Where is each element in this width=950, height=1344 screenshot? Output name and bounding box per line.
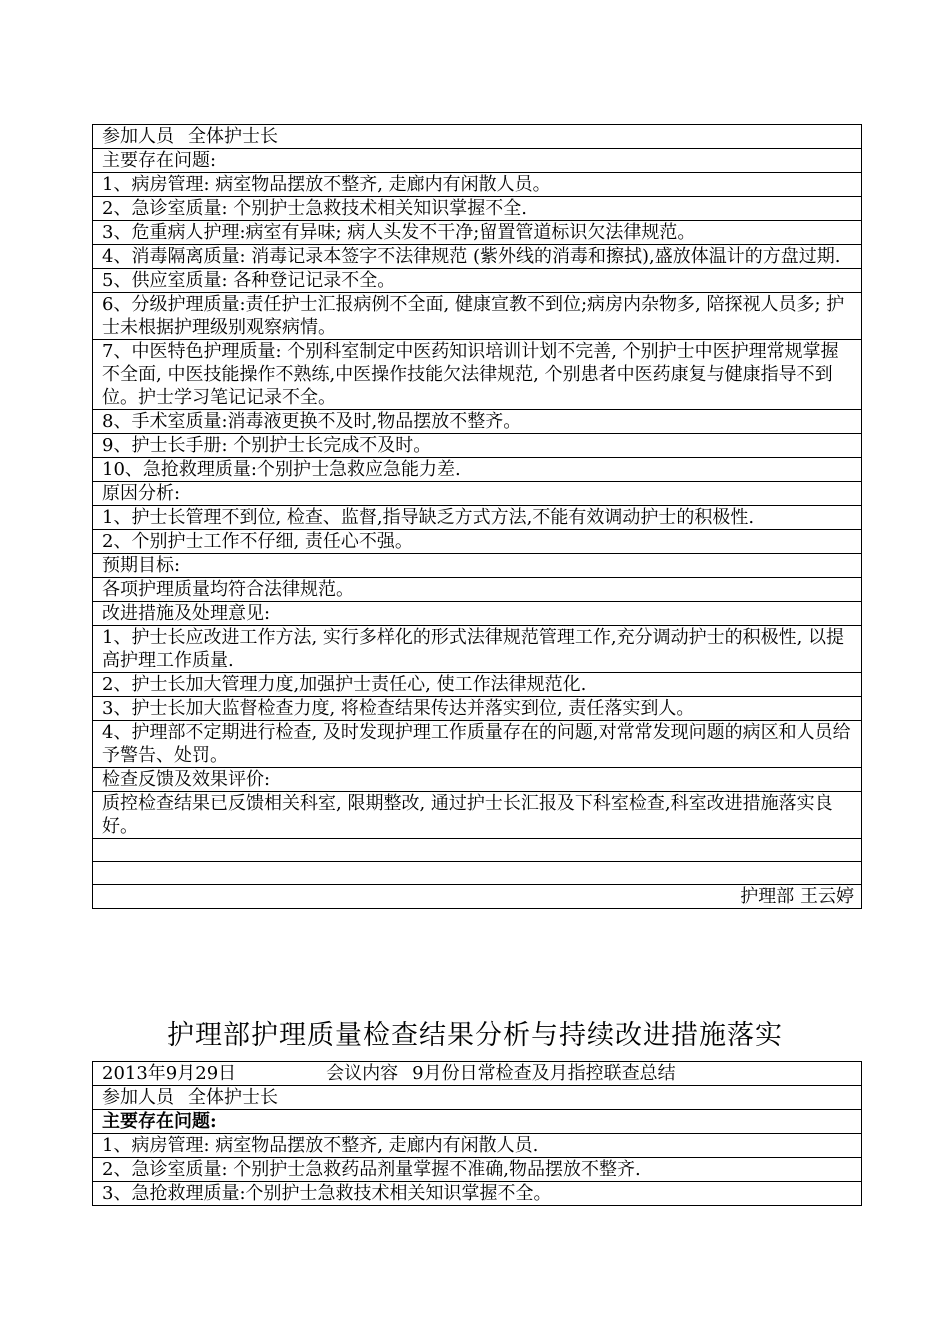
issue-item: 2、急诊室质量: 个别护士急救技术相关知识掌握不全. — [93, 197, 862, 221]
table-row — [93, 293, 862, 340]
table-row — [93, 792, 862, 839]
issue-item: 9、护士长手册: 个别护士长完成不及时。 — [93, 434, 862, 458]
issue-item: 10、急抢救理质量:个别护士急救应急能力差. — [93, 458, 862, 482]
table-row — [93, 506, 862, 530]
issue-item: 1、病房管理: 病室物品摆放不整齐, 走廊内有闲散人员。 — [93, 173, 862, 197]
table-row — [93, 340, 862, 410]
attendees-label: 参加人员 — [102, 126, 174, 147]
signature: 护理部 王云婷 — [93, 885, 862, 909]
table-row — [93, 269, 862, 293]
section-heading-measures: 改进措施及处理意见: — [93, 602, 862, 626]
measure-item: 4、护理部不定期进行检查, 及时发现护理工作质量存在的问题,对常常发现问题的病区和人员给予警告、处罚。 — [93, 721, 862, 768]
section-heading-goal: 预期目标: — [93, 554, 862, 578]
table-row — [93, 410, 862, 434]
meeting-content-label: 会议内容 — [326, 1063, 399, 1084]
table-row — [93, 1134, 862, 1158]
issue-item: 2、急诊室质量: 个别护士急救药品剂量掌握不准确,物品摆放不整齐. — [93, 1158, 862, 1182]
issue-item: 1、病房管理: 病室物品摆放不整齐, 走廊内有闲散人员. — [93, 1134, 862, 1158]
meeting-record-table-2 — [92, 1061, 862, 1206]
attendees-label: 参加人员 — [102, 1087, 174, 1108]
issue-item: 3、危重病人护理:病室有异味; 病人头发不干净;留置管道标识欠法律规范。 — [93, 221, 862, 245]
table-row — [93, 1182, 862, 1206]
table-row — [93, 173, 862, 197]
table-row — [93, 197, 862, 221]
attendees-row — [93, 1086, 862, 1110]
meeting-content-value: 9月份日常检查及月指控联查总结 — [412, 1063, 676, 1084]
section-heading-issues: 主要存在问题: — [93, 149, 862, 173]
meeting-info-row — [93, 1062, 862, 1086]
attendees-value: 全体护士长 — [188, 126, 278, 147]
issue-item: 8、手术室质量:消毒液更换不及时,物品摆放不整齐。 — [93, 410, 862, 434]
cause-item: 1、护士长管理不到位, 检查、监督,指导缺乏方式方法,不能有效调动护士的积极性. — [93, 506, 862, 530]
issue-item: 7、中医特色护理质量: 个别科室制定中医药知识培训计划不完善, 个别护士中医护理常规掌握不全面, 中医技能操作不熟练,中医操作技能欠法律规范, 个别患者中医药康复与健康指导不到位。护士学习笔记记录不全。 — [93, 340, 862, 410]
table-row — [93, 697, 862, 721]
section-heading-issues: 主要存在问题: — [93, 1110, 862, 1134]
table-row — [93, 434, 862, 458]
table-row — [93, 1110, 862, 1134]
table-row — [93, 721, 862, 768]
table-row — [93, 149, 862, 173]
attendees-cell — [93, 1086, 862, 1110]
issue-item: 5、供应室质量: 各种登记记录不全。 — [93, 269, 862, 293]
attendees-cell — [93, 125, 862, 149]
cause-item: 2、个别护士工作不仔细, 责任心不强。 — [93, 530, 862, 554]
measure-item: 1、护士长应改进工作方法, 实行多样化的形式法律规范管理工作,充分调动护士的积极性, 以提高护理工作质量. — [93, 626, 862, 673]
table-row — [93, 768, 862, 792]
table-row — [93, 530, 862, 554]
measure-item: 2、护士长加大管理力度,加强护士责任心, 使工作法律规范化. — [93, 673, 862, 697]
meeting-info-cell — [93, 1062, 862, 1086]
table-row — [93, 626, 862, 673]
page-title: 护理部护理质量检查结果分析与持续改进措施落实 — [167, 1020, 783, 1051]
section-heading-feedback: 检查反馈及效果评价: — [93, 768, 862, 792]
empty-cell — [93, 839, 862, 862]
measure-item: 3、护士长加大监督检查力度, 将检查结果传达并落实到位, 责任落实到人。 — [93, 697, 862, 721]
empty-cell — [93, 862, 862, 885]
issue-item: 6、分级护理质量:责任护士汇报病例不全面, 健康宣教不到位;病房内杂物多, 陪探视人员多; 护士未根据护理级别观察病情。 — [93, 293, 862, 340]
table-row — [93, 245, 862, 269]
empty-row — [93, 839, 862, 862]
table-row — [93, 458, 862, 482]
issue-item: 3、急抢救理质量:个别护士急救技术相关知识掌握不全。 — [93, 1182, 862, 1206]
table-row — [93, 221, 862, 245]
table-row — [93, 554, 862, 578]
section-heading-causes: 原因分析: — [93, 482, 862, 506]
table-row — [93, 673, 862, 697]
table-row — [93, 578, 862, 602]
table-row — [93, 602, 862, 626]
meeting-date: 2013年9月29日 — [102, 1063, 237, 1084]
meeting-record-table-1 — [92, 124, 862, 909]
signature-row — [93, 885, 862, 909]
issue-item: 4、消毒隔离质量: 消毒记录本签字不法律规范 (紫外线的消毒和擦拭),盛放体温计的方盘过期. — [93, 245, 862, 269]
feedback-item: 质控检查结果已反馈相关科室, 限期整改, 通过护士长汇报及下科室检查,科室改进措施落实良好。 — [93, 792, 862, 839]
table-row — [93, 1158, 862, 1182]
attendees-row — [93, 125, 862, 149]
table-row — [93, 482, 862, 506]
goal-item: 各项护理质量均符合法律规范。 — [93, 578, 862, 602]
attendees-value: 全体护士长 — [188, 1087, 278, 1108]
empty-row — [93, 862, 862, 885]
